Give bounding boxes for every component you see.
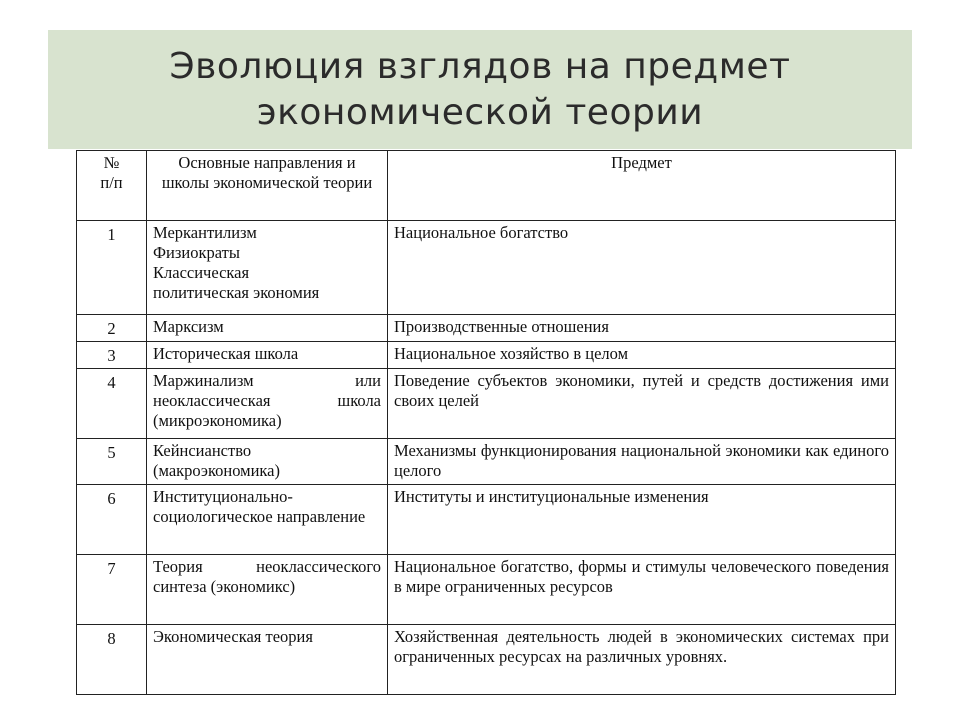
table-row — [77, 439, 896, 485]
row-subject: Национальное хозяйство в целом — [388, 342, 896, 369]
slide-title — [48, 30, 912, 149]
row-number: 1 — [77, 221, 147, 315]
row-subject: Поведение субъектов экономики, путей и средств достижения ими своих целей — [388, 369, 896, 439]
row-school — [147, 555, 388, 625]
row-subject: Национальное богатство — [388, 221, 896, 315]
row-subject: Механизмы функционирования национальной экономики как единого целого — [388, 439, 896, 485]
row-school — [147, 369, 388, 439]
row-number: 5 — [77, 439, 147, 485]
table-row — [77, 221, 896, 315]
row-number: 7 — [77, 555, 147, 625]
table-row — [77, 625, 896, 695]
slide-title-line-2: экономической теории — [256, 91, 704, 133]
school-line: Историческая школа — [153, 344, 299, 363]
table-row — [77, 369, 896, 439]
table-row — [77, 342, 896, 369]
row-number: 2 — [77, 315, 147, 342]
school-line: Институционально-социологическое направление — [153, 487, 366, 526]
slide-title-line-1: Эволюция взглядов на предмет — [169, 45, 791, 87]
school-line: Марксизм — [153, 317, 224, 336]
row-school — [147, 315, 388, 342]
header-schools: Основные направления и школы экономической теории — [147, 151, 388, 221]
row-number: 4 — [77, 369, 147, 439]
table-row — [77, 485, 896, 555]
school-line: Экономическая теория — [153, 627, 313, 646]
school-line: Теория неоклассического синтеза (экономикс) — [153, 557, 381, 596]
table-row — [77, 555, 896, 625]
evolution-table — [76, 150, 896, 695]
row-school — [147, 439, 388, 485]
school-line: Физиократы — [153, 243, 240, 262]
row-subject: Институты и институциональные изменения — [388, 485, 896, 555]
school-line: Меркантилизм — [153, 223, 257, 242]
table-row — [77, 315, 896, 342]
header-number-pp: п/п — [100, 173, 123, 192]
row-number: 3 — [77, 342, 147, 369]
row-subject: Производственные отношения — [388, 315, 896, 342]
header-number — [77, 151, 147, 221]
row-school — [147, 485, 388, 555]
header-subject: Предмет — [388, 151, 896, 221]
row-number: 8 — [77, 625, 147, 695]
row-number: 6 — [77, 485, 147, 555]
school-line: Кейнсианство (макроэкономика) — [153, 441, 280, 480]
row-school — [147, 625, 388, 695]
table-header-row — [77, 151, 896, 221]
row-subject: Национальное богатство, формы и стимулы человеческого поведения в мире ограниченных ресурсов — [388, 555, 896, 625]
school-line: Маржинализм или неоклассическая школа (микроэкономика) — [153, 371, 381, 430]
header-number-symbol: № — [103, 153, 120, 172]
row-school — [147, 342, 388, 369]
row-subject: Хозяйственная деятельность людей в экономических системах при ограниченных ресурсах на различных уровнях. — [388, 625, 896, 695]
school-line: Классическая — [153, 263, 250, 282]
row-school — [147, 221, 388, 315]
school-line: политическая экономия — [153, 283, 320, 302]
